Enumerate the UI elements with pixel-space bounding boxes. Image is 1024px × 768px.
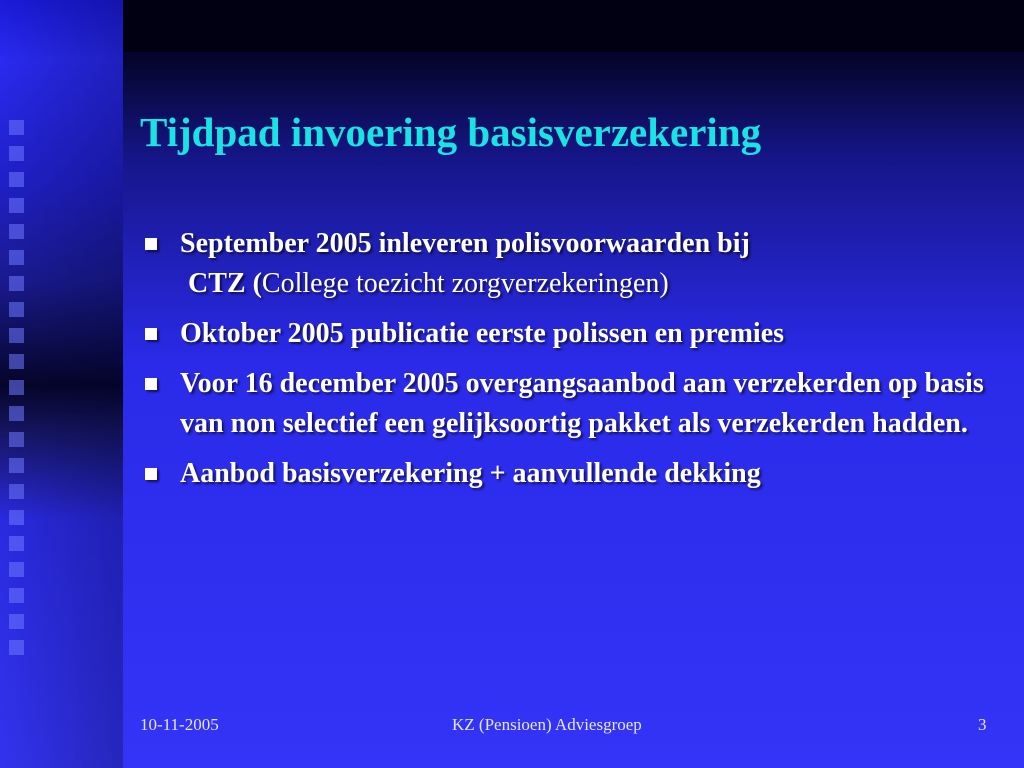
bullet-item (140, 314, 1010, 354)
decorative-square (9, 172, 24, 187)
bullet-explanation: College toezicht zorgverzekeringen) (261, 268, 669, 299)
decorative-square (9, 328, 24, 343)
bullet-item (140, 364, 1010, 444)
decorative-square (9, 354, 24, 369)
bullet-item (140, 454, 1010, 494)
bullet-item (140, 224, 1010, 304)
bullet-text: Oktober 2005 publicatie eerste polissen en premies (180, 318, 785, 349)
square-bullet-icon (145, 238, 157, 250)
decorative-square (9, 250, 24, 265)
decorative-squares (9, 120, 27, 666)
decorative-square (9, 406, 24, 421)
decorative-square (9, 614, 24, 629)
footer-date: 10-11-2005 (140, 715, 219, 734)
square-bullet-icon (145, 328, 157, 340)
bullet-text: Voor 16 december 2005 overgangsaanbod aan verzekerden op basis van non selectief een gelijksoortig pakket als verzekerden hadden. (180, 368, 984, 439)
top-dark-band (123, 0, 1024, 52)
decorative-square (9, 198, 24, 213)
bullet-continuation (180, 264, 1010, 304)
decorative-square (9, 458, 24, 473)
decorative-square (9, 276, 24, 291)
footer-page-number: 3 (978, 715, 987, 734)
decorative-square (9, 510, 24, 525)
decorative-square (9, 588, 24, 603)
bullet-list (140, 224, 1010, 504)
bullet-text: Aanbod basisverzekering + aanvullende dekking (180, 458, 761, 489)
decorative-square (9, 640, 24, 655)
decorative-square (9, 146, 24, 161)
square-bullet-icon (145, 378, 157, 390)
slide-title: Tijdpad invoering basisverzekering (140, 109, 762, 155)
decorative-square (9, 562, 24, 577)
bullet-abbreviation: CTZ ( (188, 268, 262, 299)
decorative-square (9, 302, 24, 317)
decorative-square (9, 536, 24, 551)
footer-organization: KZ (Pensioen) Adviesgroep (452, 715, 642, 734)
decorative-square (9, 120, 24, 135)
bullet-text: September 2005 inleveren polisvoorwaarden bij (180, 228, 750, 259)
decorative-square (9, 432, 24, 447)
square-bullet-icon (145, 468, 157, 480)
decorative-square (9, 380, 24, 395)
decorative-square (9, 484, 24, 499)
decorative-square (9, 224, 24, 239)
